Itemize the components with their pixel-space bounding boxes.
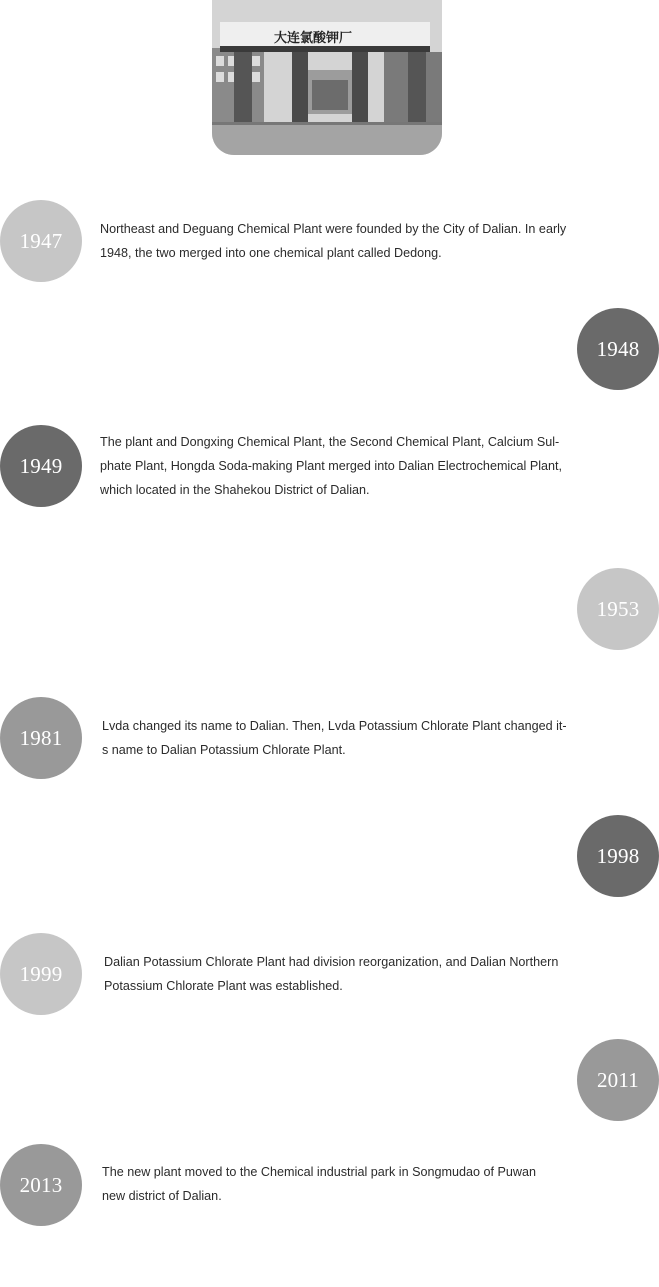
year-label: 1949: [19, 453, 63, 478]
year-circle-2013: [0, 1144, 82, 1226]
event-text-line: The new plant moved to the Chemical industrial park in Songmudao of Puwan: [102, 1165, 537, 1179]
year-circle-1948: [577, 308, 659, 390]
event-text-line: Potassium Chlorate Plant was established.: [104, 979, 343, 993]
event-description: [100, 217, 566, 265]
event-text-line: new district of Dalian.: [102, 1189, 222, 1203]
event-text-line: Dalian Potassium Chlorate Plant had division reorganization, and Dalian Northern: [104, 955, 559, 969]
event-description: [100, 430, 562, 502]
year-circle-1949: [0, 425, 82, 507]
year-label: 1981: [19, 725, 63, 750]
year-circle-2011: [577, 1039, 659, 1121]
event-text-line: which located in the Shahekou District of Dalian.: [100, 483, 370, 497]
event-description: [102, 1160, 536, 1208]
year-label: 1999: [19, 961, 63, 986]
event-text-line: 1948, the two merged into one chemical plant called Dedong.: [100, 246, 442, 260]
event-text-line: The plant and Dongxing Chemical Plant, the Second Chemical Plant, Calcium Sul-: [100, 435, 560, 449]
event-text-line: Lvda changed its name to Dalian. Then, Lvda Potassium Chlorate Plant changed it-: [102, 719, 567, 733]
year-label: 1947: [19, 228, 63, 253]
year-label: 1998: [596, 843, 640, 868]
event-description: [102, 714, 567, 762]
year-circle-1981: [0, 697, 82, 779]
year-circle-1998: [577, 815, 659, 897]
year-label: 2013: [19, 1172, 63, 1197]
year-circle-1947: [0, 200, 82, 282]
year-circle-1953: [577, 568, 659, 650]
event-text-line: s name to Dalian Potassium Chlorate Plant.: [102, 743, 346, 757]
event-description: [104, 950, 558, 998]
year-circle-1999: [0, 933, 82, 1015]
gate-sign-text: 大连氯酸钾厂: [274, 31, 353, 46]
year-label: 1953: [596, 596, 640, 621]
year-label: 2011: [596, 1067, 640, 1092]
event-text-line: phate Plant, Hongda Soda-making Plant merged into Dalian Electrochemical Plant,: [100, 459, 563, 473]
year-label: 1948: [596, 336, 640, 361]
event-text-line: Northeast and Deguang Chemical Plant were founded by the City of Dalian. In early: [100, 222, 567, 236]
